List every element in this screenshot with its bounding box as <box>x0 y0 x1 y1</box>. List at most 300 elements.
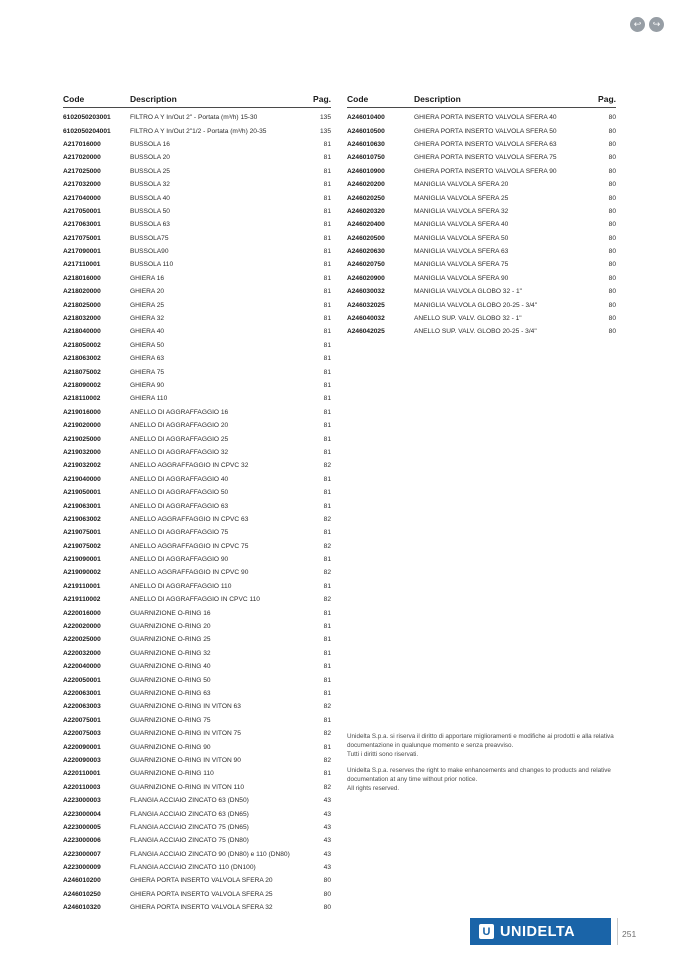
row-description: BUSSOLA 16 <box>130 140 170 148</box>
table-row <box>63 406 331 419</box>
row-description: GUARNIZIONE O-RING IN VITON 75 <box>130 730 241 738</box>
row-code: A246020500 <box>347 234 385 242</box>
table-header <box>63 94 331 108</box>
row-page-ref: 80 <box>608 301 616 309</box>
table-row <box>63 794 331 807</box>
row-code: A246032025 <box>347 301 385 309</box>
table-row <box>63 312 331 325</box>
row-description: BUSSOLA 63 <box>130 221 170 229</box>
row-description: GUARNIZIONE O-RING 32 <box>130 649 211 657</box>
table-row <box>63 339 331 352</box>
unidelta-logo-mark-icon: U <box>479 924 494 939</box>
row-page-ref: 80 <box>608 261 616 269</box>
row-code: A246020900 <box>347 274 385 282</box>
legal-text-en-rights: All rights reserved. <box>347 785 400 793</box>
row-page-ref: 80 <box>323 877 331 885</box>
row-code: A219063002 <box>63 515 101 523</box>
table-row <box>63 419 331 432</box>
column-header-description: Description <box>130 94 177 104</box>
table-row <box>63 821 331 834</box>
row-page-ref: 135 <box>319 127 331 135</box>
unidelta-logo <box>470 918 611 945</box>
row-code: A220040000 <box>63 663 101 671</box>
row-page-ref: 81 <box>323 288 331 296</box>
table-row <box>63 178 331 191</box>
row-description: BUSSOLA 50 <box>130 207 170 215</box>
table-row <box>63 473 331 486</box>
row-code: A246010320 <box>63 904 101 912</box>
column-header-code: Code <box>347 94 369 104</box>
row-code: A220090001 <box>63 743 101 751</box>
row-page-ref: 81 <box>323 355 331 363</box>
row-page-ref: 82 <box>323 783 331 791</box>
table-row <box>63 620 331 633</box>
table-row <box>347 272 616 285</box>
row-description: ANELLO DI AGGRAFFAGGIO 25 <box>130 435 229 443</box>
row-description: MANIGLIA VALVOLA SFERA 40 <box>414 221 509 229</box>
row-description: GHIERA PORTA INSERTO VALVOLA SFERA 50 <box>414 127 557 135</box>
row-page-ref: 82 <box>323 730 331 738</box>
table-row <box>347 218 616 231</box>
row-description: GUARNIZIONE O-RING 75 <box>130 716 211 724</box>
table-row <box>63 673 331 686</box>
table-row <box>63 459 331 472</box>
row-code: A219025000 <box>63 435 101 443</box>
row-code: A246020200 <box>347 181 385 189</box>
table-row <box>63 874 331 887</box>
row-description: GHIERA 25 <box>130 301 165 309</box>
row-description: GHIERA PORTA INSERTO VALVOLA SFERA 90 <box>414 167 557 175</box>
row-description: ANELLO DI AGGRAFFAGGIO 90 <box>130 556 229 564</box>
row-page-ref: 81 <box>323 556 331 564</box>
row-code: A218075002 <box>63 368 101 376</box>
row-code: A246010630 <box>347 140 385 148</box>
table-row <box>63 807 331 820</box>
table-row <box>63 566 331 579</box>
row-code: A223000007 <box>63 850 101 858</box>
table-row <box>63 740 331 753</box>
row-code: A246010400 <box>347 114 385 122</box>
row-page-ref: 81 <box>323 502 331 510</box>
row-code: A219050001 <box>63 489 101 497</box>
table-row <box>63 325 331 338</box>
row-page-ref: 81 <box>323 636 331 644</box>
table-row <box>347 111 616 124</box>
row-code: A246020750 <box>347 261 385 269</box>
row-code: A218110002 <box>63 395 101 403</box>
row-description: BUSSOLA 20 <box>130 154 170 162</box>
row-description: GHIERA PORTA INSERTO VALVOLA SFERA 40 <box>414 114 557 122</box>
table-row <box>63 526 331 539</box>
row-page-ref: 81 <box>323 582 331 590</box>
row-description: GHIERA 32 <box>130 315 165 323</box>
row-description: GUARNIZIONE O-RING 110 <box>130 770 214 778</box>
column-header-page: Pag. <box>598 94 616 104</box>
row-page-ref: 43 <box>323 850 331 858</box>
table-row <box>347 285 616 298</box>
row-description: GHIERA PORTA INSERTO VALVOLA SFERA 20 <box>130 877 273 885</box>
legal-text-it: Unidelta S.p.a. si riserva il diritto di apportare miglioramenti e modifiche ai prodotti e alla relativa documentazione in qualunque momento e senza preavviso. <box>347 733 614 749</box>
row-description: GHIERA 16 <box>130 274 165 282</box>
row-page-ref: 81 <box>323 194 331 202</box>
row-description: ANELLO DI AGGRAFFAGGIO 75 <box>130 529 229 537</box>
table-row <box>347 298 616 311</box>
table-row <box>63 352 331 365</box>
table-row <box>63 205 331 218</box>
row-code: A219040000 <box>63 475 101 483</box>
row-description: ANELLO DI AGGRAFFAGGIO 50 <box>130 489 229 497</box>
row-code: A217040000 <box>63 194 101 202</box>
row-code: 6102050203001 <box>63 114 111 122</box>
codes-table-left <box>63 94 331 914</box>
row-code: A246020320 <box>347 207 385 215</box>
row-page-ref: 81 <box>323 328 331 336</box>
row-description: BUSSOLA90 <box>130 248 169 256</box>
row-page-ref: 81 <box>323 382 331 389</box>
row-description: ANELLO AGGRAFFAGGIO IN CPVC 90 <box>130 569 249 577</box>
row-page-ref: 80 <box>608 288 616 296</box>
row-description: GHIERA 75 <box>130 368 165 376</box>
row-code: A218020000 <box>63 288 101 296</box>
row-description: GHIERA 90 <box>130 382 165 389</box>
unidelta-logo-text: UNIDELTA <box>500 923 576 940</box>
row-page-ref: 80 <box>608 274 616 282</box>
row-description: ANELLO DI AGGRAFFAGGIO 40 <box>130 475 229 483</box>
row-code: A246020250 <box>347 194 385 202</box>
table-row <box>63 633 331 646</box>
row-description: GUARNIZIONE O-RING 16 <box>130 609 211 617</box>
table-row <box>63 138 331 151</box>
row-description: ANELLO DI AGGRAFFAGGIO IN CPVC 110 <box>130 596 260 604</box>
row-page-ref: 80 <box>323 904 331 912</box>
table-body-right <box>347 111 616 339</box>
row-description: ANELLO DI AGGRAFFAGGIO 16 <box>130 408 229 416</box>
row-page-ref: 80 <box>608 127 616 135</box>
row-code: A220075001 <box>63 716 101 724</box>
row-description: ANELLO DI AGGRAFFAGGIO 110 <box>130 582 232 590</box>
table-row <box>63 901 331 914</box>
table-row <box>63 687 331 700</box>
row-description: GUARNIZIONE O-RING 40 <box>130 663 211 671</box>
row-code: A220110001 <box>63 770 101 778</box>
table-row <box>63 593 331 606</box>
table-row <box>63 767 331 780</box>
row-description: MANIGLIA VALVOLA SFERA 32 <box>414 207 509 215</box>
row-page-ref: 82 <box>323 596 331 604</box>
row-code: A220050001 <box>63 676 101 684</box>
table-row <box>63 486 331 499</box>
table-body-left <box>63 111 331 914</box>
row-code: A218016000 <box>63 274 101 282</box>
row-page-ref: 43 <box>323 810 331 818</box>
row-description: GHIERA 63 <box>130 355 165 363</box>
row-code: A217032000 <box>63 181 101 189</box>
row-description: BUSSOLA 40 <box>130 194 170 202</box>
table-row <box>347 232 616 245</box>
row-page-ref: 80 <box>608 248 616 256</box>
table-row <box>63 151 331 164</box>
row-page-ref: 81 <box>323 315 331 323</box>
table-row <box>63 285 331 298</box>
row-code: A223000004 <box>63 810 101 818</box>
row-page-ref: 81 <box>323 770 331 778</box>
row-page-ref: 80 <box>608 154 616 162</box>
row-code: A223000009 <box>63 864 101 872</box>
row-description: ANELLO SUP. VALV. GLOBO 32 - 1" <box>414 315 522 323</box>
legal-text-en: Unidelta S.p.a. reserves the right to make enhancements and changes to products and relative documentation at any time without prior notice. <box>347 767 611 784</box>
row-code: A219063001 <box>63 502 101 510</box>
row-code: A217050001 <box>63 207 101 215</box>
row-page-ref: 80 <box>608 140 616 148</box>
table-row <box>347 165 616 178</box>
legal-text-it-rights: Tutti i diritti sono riservati. <box>347 750 419 758</box>
row-page-ref: 81 <box>323 609 331 617</box>
row-code: A220032000 <box>63 649 101 657</box>
row-description: GHIERA PORTA INSERTO VALVOLA SFERA 75 <box>414 154 557 162</box>
row-description: GHIERA PORTA INSERTO VALVOLA SFERA 25 <box>130 890 273 898</box>
row-description: MANIGLIA VALVOLA SFERA 90 <box>414 274 509 282</box>
row-description: ANELLO SUP. VALV. GLOBO 20-25 - 3/4" <box>414 328 537 336</box>
table-row <box>63 847 331 860</box>
table-row <box>63 365 331 378</box>
row-description: ANELLO DI AGGRAFFAGGIO 32 <box>130 448 229 456</box>
row-page-ref: 81 <box>323 716 331 724</box>
row-page-ref: 81 <box>323 395 331 403</box>
row-description: GUARNIZIONE O-RING IN VITON 110 <box>130 783 245 791</box>
table-row <box>63 245 331 258</box>
row-page-ref: 81 <box>323 743 331 751</box>
row-description: GUARNIZIONE O-RING IN VITON 63 <box>130 703 241 711</box>
row-description: GHIERA 110 <box>130 395 168 403</box>
row-page-ref: 81 <box>323 435 331 443</box>
row-code: A217110001 <box>63 261 101 269</box>
table-row <box>63 258 331 271</box>
row-description: BUSSOLA 110 <box>130 261 174 269</box>
row-code: A223000006 <box>63 837 101 845</box>
row-code: A218040000 <box>63 328 101 336</box>
row-page-ref: 43 <box>323 797 331 805</box>
row-description: MANIGLIA VALVOLA SFERA 75 <box>414 261 509 269</box>
table-row <box>347 205 616 218</box>
row-code: A219090001 <box>63 556 101 564</box>
row-code: A219110001 <box>63 582 101 590</box>
table-row <box>63 580 331 593</box>
row-code: A223000003 <box>63 797 101 805</box>
table-row <box>63 298 331 311</box>
row-code: A217063001 <box>63 221 101 229</box>
row-code: A218025000 <box>63 301 101 309</box>
row-description: GHIERA PORTA INSERTO VALVOLA SFERA 63 <box>414 140 557 148</box>
row-code: A217025000 <box>63 167 101 175</box>
row-description: GHIERA 20 <box>130 288 165 296</box>
table-row <box>63 499 331 512</box>
table-row <box>63 660 331 673</box>
row-code: A217090001 <box>63 248 101 256</box>
row-code: A220090003 <box>63 756 101 764</box>
column-header-description: Description <box>414 94 461 104</box>
table-row <box>63 392 331 405</box>
table-row <box>347 138 616 151</box>
table-row <box>63 888 331 901</box>
row-code: A219110002 <box>63 596 101 604</box>
row-code: A217020000 <box>63 154 101 162</box>
row-page-ref: 81 <box>323 649 331 657</box>
row-description: GUARNIZIONE O-RING 63 <box>130 689 211 697</box>
table-row <box>347 312 616 325</box>
row-code: A246010200 <box>63 877 101 885</box>
table-row <box>347 151 616 164</box>
row-description: ANELLO AGGRAFFAGGIO IN CPVC 75 <box>130 542 249 550</box>
legal-notice <box>347 733 617 794</box>
row-description: GUARNIZIONE O-RING 25 <box>130 636 211 644</box>
codes-table-right <box>347 94 616 339</box>
row-code: A246010500 <box>347 127 385 135</box>
row-description: ANELLO AGGRAFFAGGIO IN CPVC 32 <box>130 462 249 470</box>
row-code: A219075002 <box>63 542 101 550</box>
row-code: A219020000 <box>63 422 101 430</box>
row-page-ref: 80 <box>608 234 616 242</box>
row-code: A219016000 <box>63 408 101 416</box>
row-code: A246020630 <box>347 248 385 256</box>
row-page-ref: 80 <box>608 167 616 175</box>
table-row <box>63 111 331 124</box>
row-code: A246010900 <box>347 167 385 175</box>
row-page-ref: 82 <box>323 462 331 470</box>
row-page-ref: 82 <box>323 703 331 711</box>
row-description: BUSSOLA75 <box>130 234 169 242</box>
row-code: A246030032 <box>347 288 385 296</box>
table-row <box>63 124 331 137</box>
row-page-ref: 81 <box>323 676 331 684</box>
table-row <box>63 540 331 553</box>
table-row <box>63 754 331 767</box>
row-page-ref: 80 <box>608 114 616 122</box>
top-icon-bar <box>630 17 664 32</box>
row-page-ref: 81 <box>323 140 331 148</box>
column-header-page: Pag. <box>313 94 331 104</box>
table-row <box>63 553 331 566</box>
row-description: BUSSOLA 32 <box>130 181 170 189</box>
row-page-ref: 81 <box>323 489 331 497</box>
table-row <box>63 191 331 204</box>
row-description: FILTRO A Y In/Out 2" - Portata (m³/h) 15-30 <box>130 114 258 122</box>
row-code: A219075001 <box>63 529 101 537</box>
row-code: A246020400 <box>347 221 385 229</box>
table-row <box>63 606 331 619</box>
row-page-ref: 81 <box>323 234 331 242</box>
row-code: A246010750 <box>347 154 385 162</box>
row-description: ANELLO DI AGGRAFFAGGIO 20 <box>130 422 229 430</box>
row-code: A220020000 <box>63 623 101 631</box>
row-description: MANIGLIA VALVOLA GLOBO 32 - 1" <box>414 288 523 296</box>
table-row <box>63 272 331 285</box>
row-description: GHIERA 50 <box>130 341 165 349</box>
row-page-ref: 82 <box>323 515 331 523</box>
table-row <box>63 218 331 231</box>
table-row <box>63 647 331 660</box>
row-description: MANIGLIA VALVOLA SFERA 63 <box>414 248 509 256</box>
row-description: GUARNIZIONE O-RING 20 <box>130 623 211 631</box>
row-code: 6102050204001 <box>63 127 111 135</box>
table-row <box>63 781 331 794</box>
column-header-code: Code <box>63 94 85 104</box>
row-description: GUARNIZIONE O-RING 90 <box>130 743 211 751</box>
page-number: 251 <box>622 929 637 939</box>
row-page-ref: 81 <box>323 475 331 483</box>
table-row <box>63 834 331 847</box>
row-description: ANELLO AGGRAFFAGGIO IN CPVC 63 <box>130 515 249 523</box>
table-row <box>63 700 331 713</box>
row-page-ref: 81 <box>323 623 331 631</box>
row-code: A220063003 <box>63 703 101 711</box>
row-description: FLANGIA ACCIAIO ZINCATO 75 (DN65) <box>130 823 249 831</box>
table-row <box>347 124 616 137</box>
row-code: A246010250 <box>63 890 101 898</box>
row-description: ANELLO DI AGGRAFFAGGIO 63 <box>130 502 229 510</box>
row-description: GUARNIZIONE O-RING 50 <box>130 676 211 684</box>
nav-forward-icon[interactable]: ↪ <box>649 17 664 32</box>
table-row <box>347 325 616 338</box>
table-row <box>63 446 331 459</box>
row-code: A218063002 <box>63 355 101 363</box>
row-page-ref: 81 <box>323 154 331 162</box>
row-code: A218090002 <box>63 382 101 389</box>
row-page-ref: 82 <box>323 569 331 577</box>
table-row <box>347 245 616 258</box>
row-page-ref: 81 <box>323 341 331 349</box>
row-page-ref: 80 <box>608 315 616 323</box>
row-page-ref: 81 <box>323 663 331 671</box>
table-row <box>63 232 331 245</box>
row-code: A218050002 <box>63 341 101 349</box>
row-description: MANIGLIA VALVOLA SFERA 50 <box>414 234 509 242</box>
table-row <box>347 178 616 191</box>
row-page-ref: 81 <box>323 422 331 430</box>
row-code: A220025000 <box>63 636 101 644</box>
row-page-ref: 81 <box>323 408 331 416</box>
row-description: GUARNIZIONE O-RING IN VITON 90 <box>130 756 241 764</box>
row-page-ref: 81 <box>323 448 331 456</box>
table-row <box>63 714 331 727</box>
row-description: FILTRO A Y In/Out 2"1/2 - Portata (m³/h) 20-35 <box>130 127 267 135</box>
table-row <box>63 727 331 740</box>
row-code: A220110003 <box>63 783 101 791</box>
table-row <box>63 165 331 178</box>
nav-back-icon[interactable]: ↩ <box>630 17 645 32</box>
table-row <box>63 432 331 445</box>
row-description: GHIERA 40 <box>130 328 165 336</box>
row-code: A246040032 <box>347 315 385 323</box>
row-description: GHIERA PORTA INSERTO VALVOLA SFERA 32 <box>130 904 273 912</box>
table-row <box>63 379 331 392</box>
row-page-ref: 81 <box>323 181 331 189</box>
row-page-ref: 81 <box>323 368 331 376</box>
row-page-ref: 80 <box>608 221 616 229</box>
row-page-ref: 43 <box>323 823 331 831</box>
row-page-ref: 43 <box>323 864 331 872</box>
table-row <box>347 258 616 271</box>
row-description: FLANGIA ACCIAIO ZINCATO 110 (DN100) <box>130 864 256 872</box>
row-description: BUSSOLA 25 <box>130 167 170 175</box>
row-description: FLANGIA ACCIAIO ZINCATO 63 (DN50) <box>130 797 249 805</box>
row-description: MANIGLIA VALVOLA SFERA 25 <box>414 194 509 202</box>
row-page-ref: 43 <box>323 837 331 845</box>
row-page-ref: 81 <box>323 248 331 256</box>
row-page-ref: 81 <box>323 221 331 229</box>
row-code: A217016000 <box>63 140 101 148</box>
row-code: A217075001 <box>63 234 101 242</box>
row-page-ref: 80 <box>323 890 331 898</box>
